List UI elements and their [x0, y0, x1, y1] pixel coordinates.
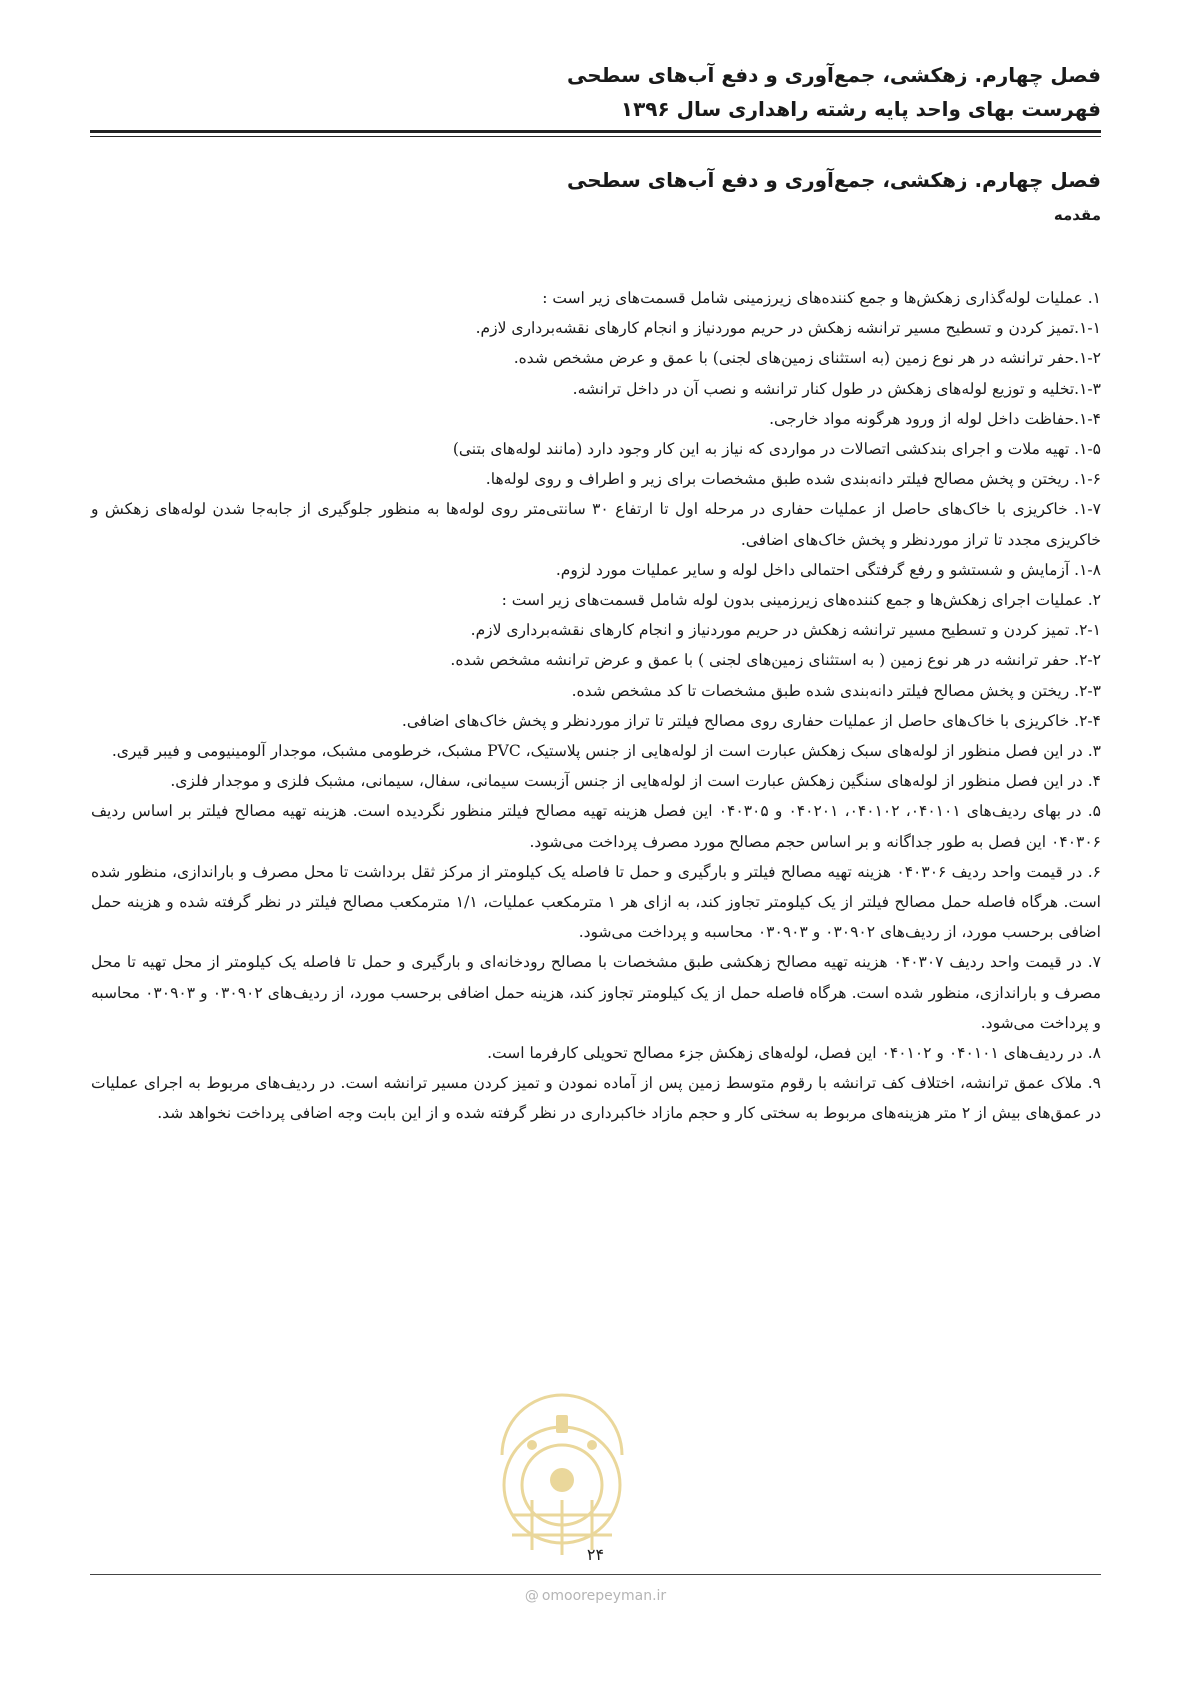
paragraph: ۱-۸. آزمایش و شستشو و رفع گرفتگی احتمالی داخل لوله و سایر عملیات مورد لزوم. [555, 560, 1101, 579]
paragraph: ۴. در این فصل منظور از لوله‌های سنگین زهکش عبارت است از لوله‌هایی از جنس آزبست سیمانی، سفال، سیمانی، مشبک فلزی و موجدار فلزی. [170, 772, 1101, 791]
paragraph: ۱-۱.تمیز کردن و تسطیح مسیر ترانشه زهکش در حریم موردنیاز و انجام کارهای نقشه‌برداری لازم. [475, 319, 1101, 338]
paragraph: ۵. در بهای ردیف‌های ۰۴۰۱۰۱، ۰۴۰۱۰۲، ۰۴۰۲۰۱ و ۰۴۰۳۰۵ این فصل هزینه تهیه مصالح فیلتر منظور نگردیده است. هزینه تهیه مصالح فیلتر بر اساس ردیف ۰۴۰۳۰۶ این فصل به طور جداگانه و بر اساس حجم مصالح مورد مصرف پرداخت می‌شود. [91, 802, 1101, 851]
paragraph: ۱-۷. خاکریزی با خاک‌های حاصل از عملیات حفاری در مرحله اول تا ارتفاع ۳۰ سانتی‌متر روی لوله‌ها به منظور جلوگیری از جابه‌جا شدن لوله‌های زهکش و خاکریزی مجدد تا تراز موردنظر و پخش خاک‌های اضافی. [91, 500, 1101, 549]
paragraph: ۱-۳.تخلیه و توزیع لوله‌های زهکش در طول کنار ترانشه و نصب آن در داخل ترانشه. [572, 379, 1101, 398]
paragraph: ۳. در این فصل منظور از لوله‌های سبک زهکش عبارت است از لوله‌هایی از جنس پلاستیک، PVC مشبک، خرطومی مشبک، موجدار آلومینیومی و فیبر قیری. [111, 742, 1101, 761]
header-rule-thin [90, 136, 1101, 137]
paragraph: ۲-۴. خاکریزی با خاک‌های حاصل از عملیات حفاری روی مصالح فیلتر تا تراز موردنظر و پخش خاک‌های اضافی. [401, 711, 1101, 730]
seal-watermark-icon [482, 1385, 642, 1565]
header-price-list-title: فهرست بهای واحد پایه رشته راهداری سال ۱۳۹۶ [620, 97, 1101, 121]
footer-website [0, 1588, 1191, 1604]
paragraph: ۲-۳. ریختن و پخش مصالح فیلتر دانه‌بندی شده طبق مشخصات تا کد مشخص شده. [571, 681, 1101, 700]
paragraph: ۲. عملیات اجرای زهکش‌ها و جمع کننده‌های زیرزمینی بدون لوله شامل قسمت‌های زیر است : [501, 591, 1101, 610]
section-subtitle: مقدمه [1053, 206, 1101, 224]
paragraph: ۹. ملاک عمق ترانشه، اختلاف کف ترانشه با رقوم متوسط زمین پس از آماده نمودن و تمیز کردن مسیر ترانشه است. در ردیف‌های مربوط به اجرای عملیات در عمق‌های بیش از ۲ متر هزینه‌های مربوط به سختی کار و حجم مازاد خاکبرداری در نظر گرفته شده و از این بابت وجه اضافی پرداخت نخواهد شد. [91, 1074, 1101, 1123]
paragraph: ۷. در قیمت واحد ردیف ۰۴۰۳۰۷ هزینه تهیه مصالح زهکشی طبق مشخصات با مصالح رودخانه‌ای و بارگیری و حمل تا فاصله یک کیلومتر از محل تهیه تا محل مصرف و باراندازی، منظور شده است. هرگاه فاصله حمل از یک کیلومتر تجاوز کند، هزینه حمل اضافی برحسب مورد، از ردیف‌های ۰۳۰۹۰۲ و ۰۳۰۹۰۳ محاسبه و پرداخت می‌شود. [91, 953, 1102, 1032]
body-text [91, 283, 1101, 1129]
paragraph: ۶. در قیمت واحد ردیف ۰۴۰۳۰۶ هزینه تهیه مصالح فیلتر و بارگیری و حمل تا فاصله یک کیلومتر از مرکز ثقل برداشت تا محل مصرف و باراندازی، منظور شده است. هرگاه فاصله حمل مصالح فیلتر از یک کیلومتر تجاوز کند، به ازای هر ۱ مترمکعب عملیات، ۱/۱ مترمکعب مصالح فیلتر در نظر گرفته شده و هزینه حمل اضافی برحسب مورد، از ردیف‌های ۰۳۰۹۰۲ و ۰۳۰۹۰۳ محاسبه و پرداخت می‌شود. [91, 862, 1101, 942]
paragraph: ۱-۵. تهیه ملات و اجرای بندکشی اتصالات در مواردی که نیاز به این کار وجود دارد (مانند لوله‌های بتنی) [452, 440, 1101, 459]
paragraph: ۲-۲. حفر ترانشه در هر نوع زمین ( به استثنای زمین‌های لجنی ) با عمق و عرض ترانشه مشخص شده. [450, 651, 1101, 670]
running-header [91, 58, 1101, 126]
paragraph: ۲-۱. تمیز کردن و تسطیح مسیر ترانشه زهکش در حریم موردنیاز و انجام کارهای نقشه‌برداری لازم. [470, 621, 1101, 640]
page-number: ۲۴ [586, 1545, 605, 1564]
paragraph: ۱-۲.حفر ترانشه در هر نوع زمین (به استثنای زمین‌های لجنی) با عمق و عرض مشخص شده. [513, 349, 1101, 368]
paragraph: ۸. در ردیف‌های ۰۴۰۱۰۱ و ۰۴۰۱۰۲ این فصل، لوله‌های زهکش جزء مصالح تحویلی کارفرما است. [487, 1044, 1101, 1063]
paragraph: ۱-۶. ریختن و پخش مصالح فیلتر دانه‌بندی شده طبق مشخصات برای زیر و اطراف و روی لوله‌ها. [485, 470, 1101, 489]
header-chapter-title: فصل چهارم. زهکشی، جمع‌آوری و دفع آب‌های سطحی [566, 63, 1101, 87]
paragraph: ۱. عملیات لوله‌گذاری زهکش‌ها و جمع کننده‌های زیرزمینی شامل قسمت‌های زیر است : [542, 289, 1101, 307]
footer-website-text: omoorepeyman.ir [541, 1588, 667, 1604]
header-rule-thick [90, 130, 1101, 133]
at-sign-icon: @ [524, 1588, 539, 1604]
footer-rule [90, 1574, 1101, 1575]
section-title: فصل چهارم. زهکشی، جمع‌آوری و دفع آب‌های سطحی [566, 168, 1101, 192]
paragraph: ۱-۴.حفاظت داخل لوله از ورود هرگونه مواد خارجی. [769, 409, 1101, 428]
